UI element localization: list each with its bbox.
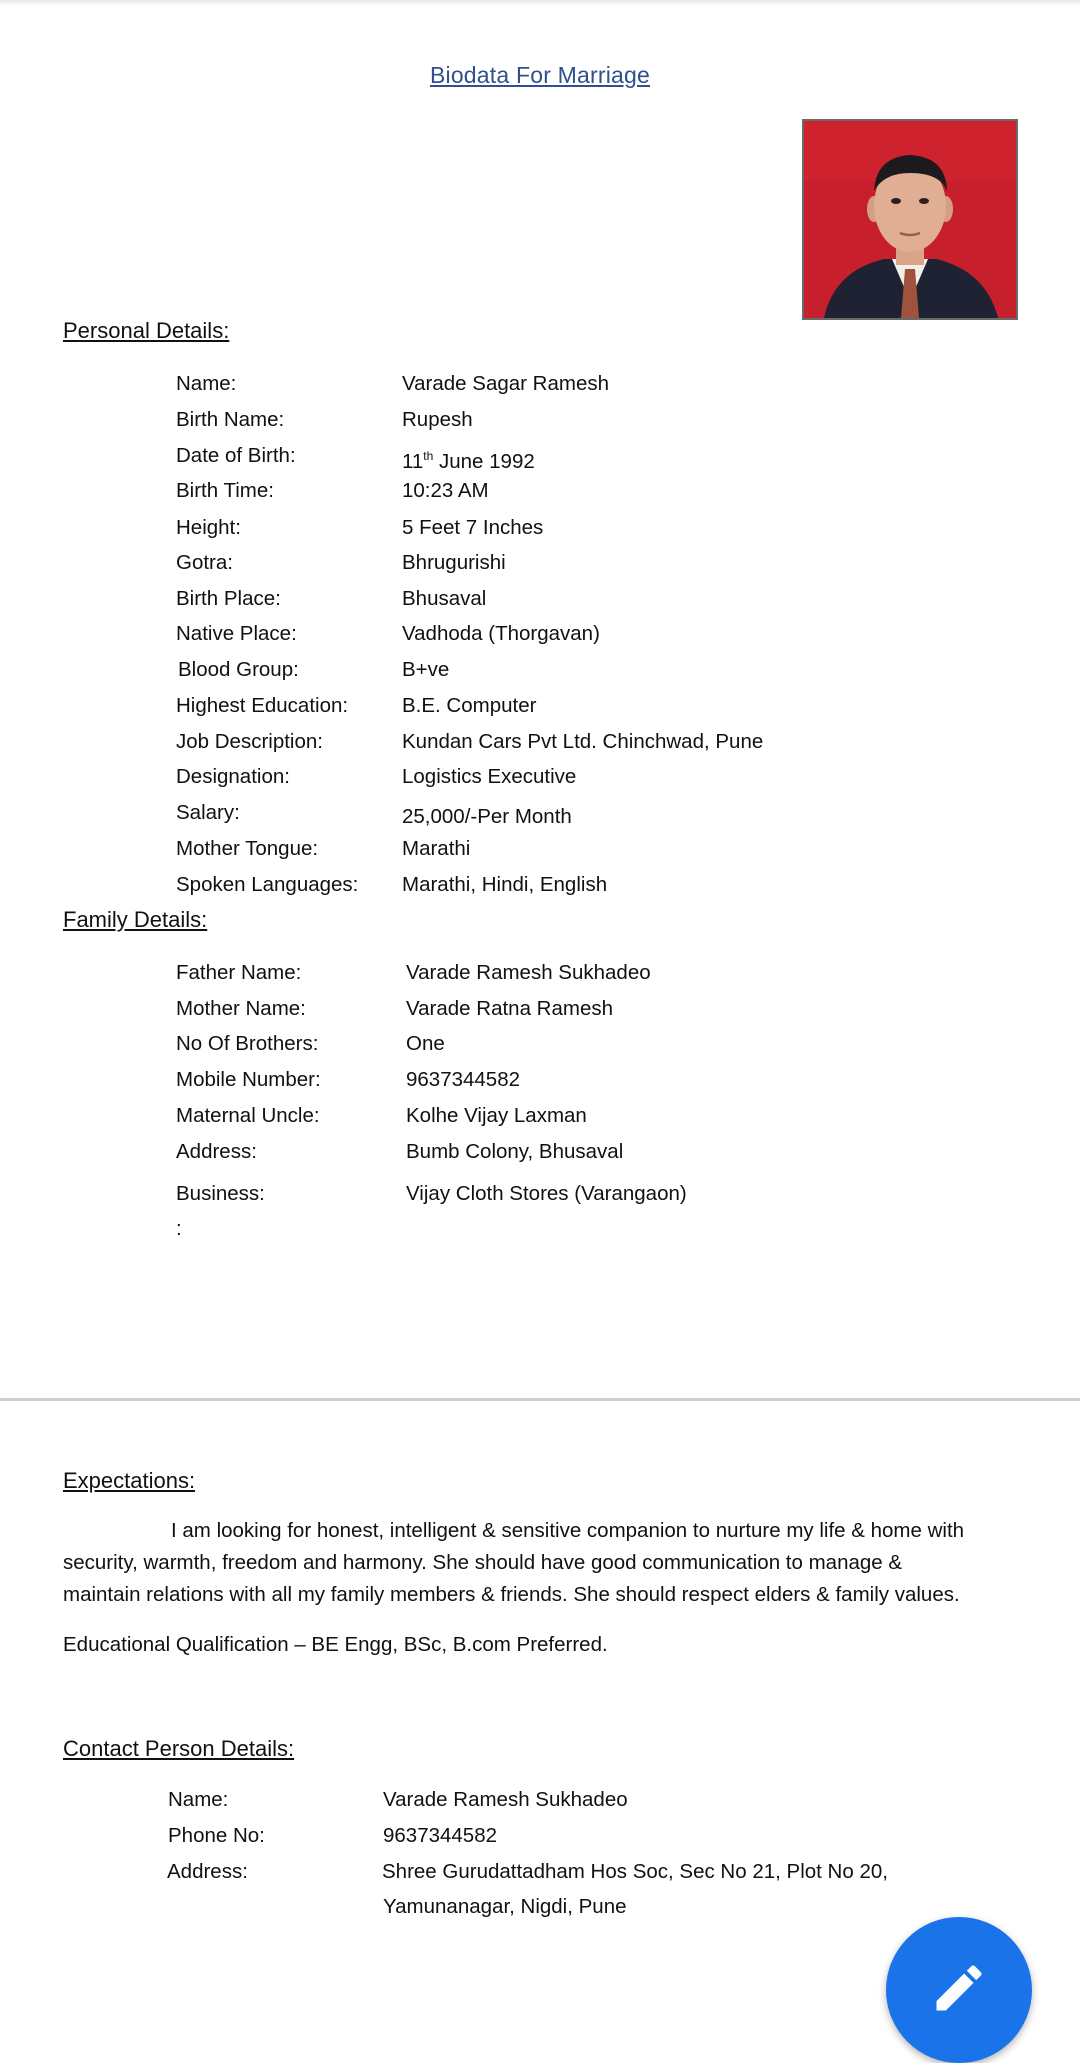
field-value: Logistics Executive [402,765,577,788]
field-value: B+ve [402,658,450,681]
field-label: Height: [176,516,241,539]
field-value: Shree Gurudattadham Hos Soc, Sec No 21, Plot No 20, [382,1860,888,1883]
field-label: Maternal Uncle: [176,1104,320,1127]
field-label: Mobile Number: [176,1068,321,1091]
field-value: Yamunanagar, Nigdi, Pune [383,1895,627,1918]
field-label: Salary: [176,801,240,824]
field-label: Father Name: [176,961,302,984]
field-label: Birth Name: [176,408,285,431]
field-value: Bumb Colony, Bhusaval [406,1140,624,1163]
field-label: Mother Tongue: [176,837,319,860]
expectations-line: maintain relations with all my family members & friends. She should respect elders & family values. [63,1583,960,1606]
field-value: 10:23 AM [402,479,489,502]
field-label: Native Place: [176,622,297,645]
field-label: Job Description: [176,730,323,753]
field-value: Varade Ramesh Sukhadeo [383,1788,628,1811]
field-value: Rupesh [402,408,473,431]
personal-details-heading: Personal Details: [63,318,230,343]
field-value: Varade Ramesh Sukhadeo [406,961,651,984]
field-label: Blood Group: [178,658,299,681]
field-label: : [176,1217,182,1240]
family-details-heading: Family Details: [63,907,208,932]
field-label: Mother Name: [176,997,306,1020]
expectations-paragraph [63,1515,1023,1611]
field-label: Address: [167,1860,248,1883]
field-value: One [406,1032,445,1055]
expectations-heading: Expectations: [63,1468,196,1493]
top-shadow [0,0,1080,6]
field-label: Birth Time: [176,479,274,502]
dob-rest: June 1992 [433,449,535,473]
field-label: Name: [176,372,237,395]
field-label: No Of Brothers: [176,1032,319,1055]
page-break-divider [0,1398,1080,1401]
field-label: Designation: [176,765,290,788]
field-value: 9637344582 [406,1068,521,1091]
field-value: Bhusaval [402,587,487,610]
profile-photo [802,119,1018,320]
field-label: Highest Education: [176,694,349,717]
field-value: Vadhoda (Thorgavan) [402,622,600,645]
pencil-edit-icon [929,1958,989,2018]
field-label: Date of Birth: [176,444,296,467]
field-label: Gotra: [176,551,233,574]
field-label: Phone No: [168,1824,265,1847]
field-value: Kolhe Vijay Laxman [406,1104,587,1127]
field-label: Birth Place: [176,587,281,610]
expectations-line: security, warmth, freedom and harmony. She should have good communication to manage & [63,1551,903,1574]
field-label: Spoken Languages: [176,873,359,896]
field-value: Vijay Cloth Stores (Varangaon) [406,1182,687,1205]
field-label: Name: [168,1788,229,1811]
field-value: Marathi [402,837,471,860]
document-title: Biodata For Marriage [429,62,651,88]
field-value: Kundan Cars Pvt Ltd. Chinchwad, Pune [402,730,764,753]
education-preference: Educational Qualification – BE Engg, BSc, B.com Preferred. [63,1633,608,1656]
field-value: Bhrugurishi [402,551,506,574]
dob-day: 11 [402,449,424,473]
field-value [402,443,535,475]
field-value: Varade Sagar Ramesh [402,372,610,395]
contact-details-heading: Contact Person Details: [63,1736,295,1761]
dob-suffix: th [423,449,434,463]
field-value: Varade Ratna Ramesh [406,997,614,1020]
field-label: Address: [176,1140,257,1163]
field-value: 5 Feet 7 Inches [402,516,544,539]
expectations-line: I am looking for honest, intelligent & sensitive companion to nurture my life & home with [171,1519,965,1542]
field-value: B.E. Computer [402,694,537,717]
field-value: 25,000/-Per Month [402,805,572,828]
edit-fab-button[interactable] [886,1917,1032,2063]
field-label: Business: [176,1182,265,1205]
field-value: 9637344582 [383,1824,498,1847]
field-value: Marathi, Hindi, English [402,873,608,896]
